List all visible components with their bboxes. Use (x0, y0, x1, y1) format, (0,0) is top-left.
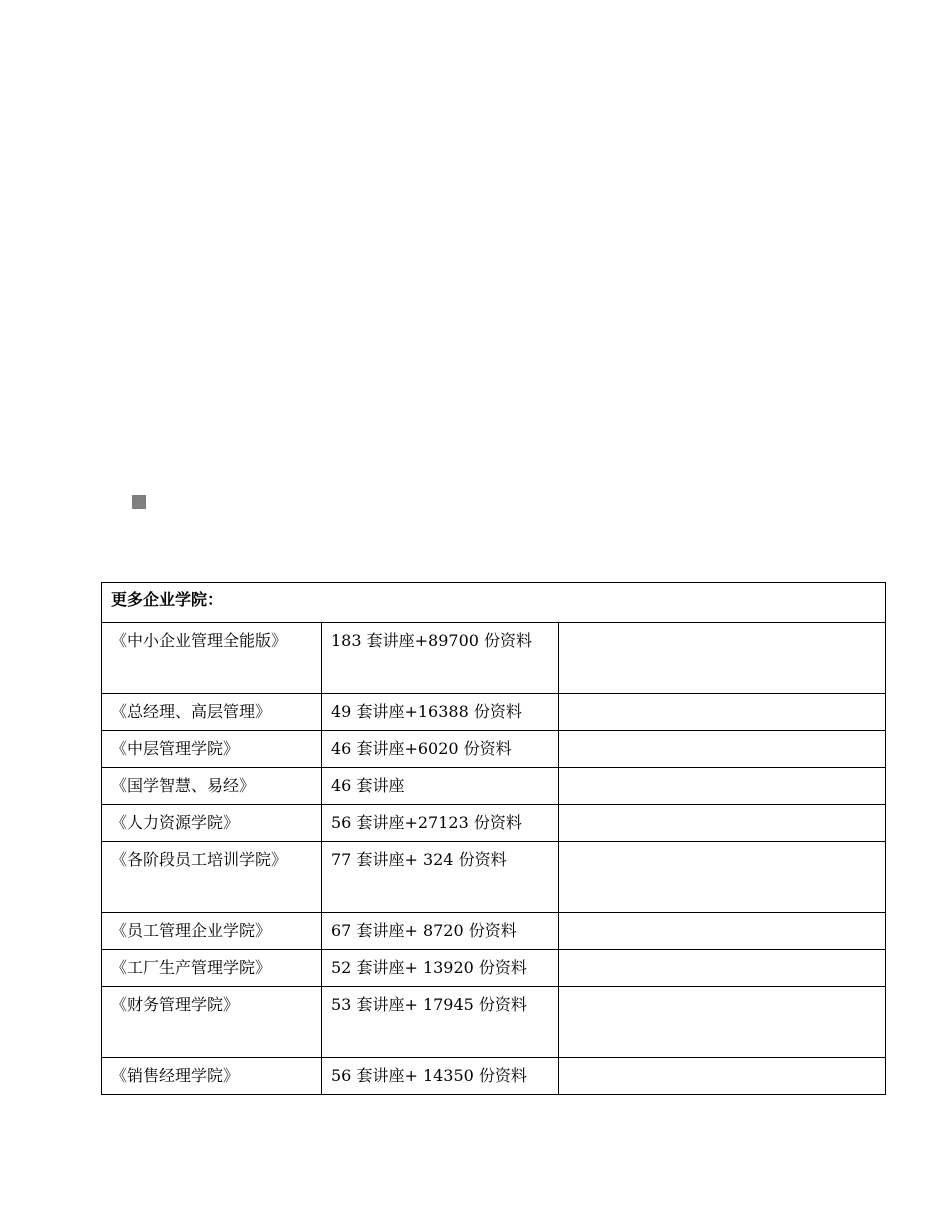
academy-extra (559, 913, 886, 950)
table-row (102, 913, 886, 950)
academy-name: 《财务管理学院》 (102, 987, 322, 1058)
table-row (102, 950, 886, 987)
academy-table (101, 582, 886, 1095)
academy-extra (559, 1058, 886, 1095)
table-row (102, 1058, 886, 1095)
academy-content: 49 套讲座+16388 份资料 (322, 694, 559, 731)
table-row (102, 768, 886, 805)
table-row (102, 987, 886, 1058)
academy-name: 《人力资源学院》 (102, 805, 322, 842)
academy-content: 53 套讲座+ 17945 份资料 (322, 987, 559, 1058)
academy-name: 《工厂生产管理学院》 (102, 950, 322, 987)
academy-extra (559, 694, 886, 731)
academy-content: 56 套讲座+27123 份资料 (322, 805, 559, 842)
table-header: 更多企业学院： (102, 583, 886, 623)
academy-name: 《中层管理学院》 (102, 731, 322, 768)
table-row (102, 623, 886, 694)
academy-extra (559, 987, 886, 1058)
academy-content: 52 套讲座+ 13920 份资料 (322, 950, 559, 987)
academy-extra (559, 731, 886, 768)
bullet-square-icon (132, 495, 146, 509)
academy-content: 46 套讲座 (322, 768, 559, 805)
table-row (102, 805, 886, 842)
academy-name: 《国学智慧、易经》 (102, 768, 322, 805)
academy-name: 《总经理、高层管理》 (102, 694, 322, 731)
table-row (102, 694, 886, 731)
table-header-row (102, 583, 886, 623)
table-row (102, 842, 886, 913)
table-row (102, 731, 886, 768)
academy-extra (559, 623, 886, 694)
academy-content: 67 套讲座+ 8720 份资料 (322, 913, 559, 950)
academy-name: 《中小企业管理全能版》 (102, 623, 322, 694)
academy-extra (559, 842, 886, 913)
academy-name: 《销售经理学院》 (102, 1058, 322, 1095)
academy-content: 183 套讲座+89700 份资料 (322, 623, 559, 694)
academy-name: 《员工管理企业学院》 (102, 913, 322, 950)
academy-extra (559, 950, 886, 987)
academy-content: 46 套讲座+6020 份资料 (322, 731, 559, 768)
academy-extra (559, 805, 886, 842)
academy-content: 56 套讲座+ 14350 份资料 (322, 1058, 559, 1095)
academy-extra (559, 768, 886, 805)
academy-content: 77 套讲座+ 324 份资料 (322, 842, 559, 913)
academy-name: 《各阶段员工培训学院》 (102, 842, 322, 913)
